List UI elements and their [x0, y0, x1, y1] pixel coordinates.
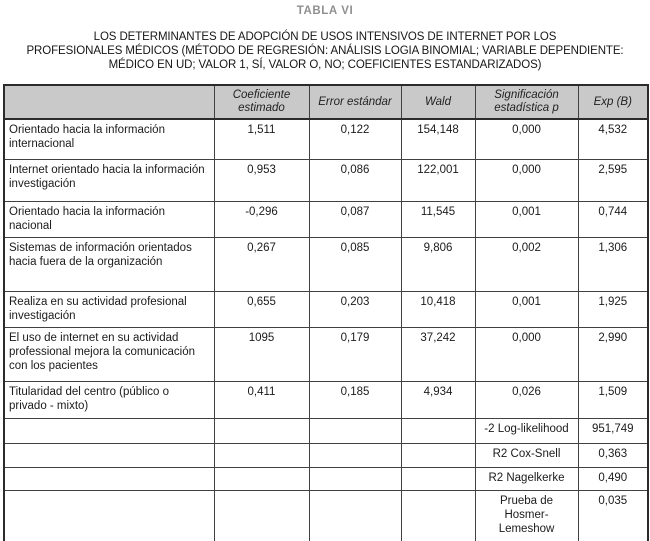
empty-cell: [4, 443, 214, 467]
row-label: Internet orientado hacia la información investigación: [4, 159, 214, 201]
cell-error: 0,087: [309, 201, 401, 237]
table-row: [4, 159, 648, 201]
header-row: [4, 85, 648, 119]
cell-coef: 0,953: [214, 159, 309, 201]
row-label: Orientado hacia la información internacional: [4, 119, 214, 159]
subtitle-line-1: LOS DETERMINANTES DE ADOPCIÓN DE USOS INTENSIVOS DE INTERNET POR LOS: [93, 31, 557, 43]
cell-wald: 10,418: [401, 291, 475, 327]
cell-error: 0,122: [309, 119, 401, 159]
regression-table: [3, 84, 649, 541]
subtitle-line-3: MÉDICO EN UD; VALOR 1, SÍ, VALOR O, NO; COEFICIENTES ESTANDARIZADOS): [108, 59, 542, 71]
table-row: [4, 291, 648, 327]
summary-row: [4, 418, 648, 443]
summary-label: R2 Nagelkerke: [475, 467, 578, 490]
cell-error: 0,085: [309, 237, 401, 291]
empty-cell: [401, 490, 475, 541]
cell-error: 0,203: [309, 291, 401, 327]
empty-cell: [4, 418, 214, 443]
cell-coef: 0,655: [214, 291, 309, 327]
cell-sig: 0,000: [475, 119, 578, 159]
cell-exp: 4,532: [578, 119, 648, 159]
empty-cell: [4, 467, 214, 490]
header-coeficiente-estimado: Coeficiente estimado: [214, 85, 309, 119]
cell-exp: 1,925: [578, 291, 648, 327]
cell-wald: 4,934: [401, 381, 475, 418]
header-error-estandar: Error estándar: [309, 85, 401, 119]
cell-sig: 0,026: [475, 381, 578, 418]
row-label: Titularidad del centro (público o privado - mixto): [4, 381, 214, 418]
cell-wald: 11,545: [401, 201, 475, 237]
empty-cell: [309, 490, 401, 541]
empty-cell: [309, 418, 401, 443]
empty-cell: [214, 467, 309, 490]
row-label: El uso de internet en su actividad professional mejora la comunicación con los pacientes: [4, 327, 214, 381]
empty-cell: [401, 443, 475, 467]
table-row: [4, 381, 648, 418]
summary-row: [4, 490, 648, 541]
cell-wald: 154,148: [401, 119, 475, 159]
summary-label: Prueba de Hosmer- Lemeshow: [475, 490, 578, 541]
table-row: [4, 201, 648, 237]
summary-value: 0,363: [578, 443, 648, 467]
empty-cell: [214, 443, 309, 467]
table-row: [4, 237, 648, 291]
table-row: [4, 119, 648, 159]
header-exp-b: Exp (B): [578, 85, 648, 119]
empty-cell: [401, 418, 475, 443]
empty-cell: [214, 490, 309, 541]
row-label: Sistemas de información orientados hacia fuera de la organización: [4, 237, 214, 291]
cell-wald: 37,242: [401, 327, 475, 381]
cell-wald: 9,806: [401, 237, 475, 291]
cell-sig: 0,000: [475, 327, 578, 381]
summary-value: 0,490: [578, 467, 648, 490]
cell-error: 0,086: [309, 159, 401, 201]
summary-label: -2 Log-likelihood: [475, 418, 578, 443]
cell-error: 0,185: [309, 381, 401, 418]
summary-value: 951,749: [578, 418, 648, 443]
cell-exp: 0,744: [578, 201, 648, 237]
empty-cell: [401, 467, 475, 490]
table-row: [4, 327, 648, 381]
summary-row: [4, 467, 648, 490]
cell-coef: 1095: [214, 327, 309, 381]
cell-exp: 1,306: [578, 237, 648, 291]
row-label: Orientado hacia la información nacional: [4, 201, 214, 237]
subtitle-line-2: PROFESIONALES MÉDICOS (MÉTODO DE REGRESIÓN: ANÁLISIS LOGIA BINOMIAL; VARIABLE DEPENDIENTE:: [26, 45, 624, 57]
cell-sig: 0,000: [475, 159, 578, 201]
cell-sig: 0,002: [475, 237, 578, 291]
empty-cell: [214, 418, 309, 443]
cell-sig: 0,001: [475, 291, 578, 327]
table-caption: TABLA VI: [296, 5, 354, 17]
cell-exp: 1,509: [578, 381, 648, 418]
table-subtitle: [0, 30, 650, 72]
empty-cell: [309, 467, 401, 490]
summary-value: 0,035: [578, 490, 648, 541]
cell-coef: 0,267: [214, 237, 309, 291]
cell-coef: -0,296: [214, 201, 309, 237]
header-significacion: Significación estadística p: [475, 85, 578, 119]
cell-exp: 2,990: [578, 327, 648, 381]
cell-exp: 2,595: [578, 159, 648, 201]
cell-sig: 0,001: [475, 201, 578, 237]
cell-coef: 1,511: [214, 119, 309, 159]
empty-cell: [4, 490, 214, 541]
row-label: Realiza en su actividad profesional investigación: [4, 291, 214, 327]
cell-error: 0,179: [309, 327, 401, 381]
header-empty: [4, 85, 214, 119]
header-wald: Wald: [401, 85, 475, 119]
cell-wald: 122,001: [401, 159, 475, 201]
empty-cell: [309, 443, 401, 467]
summary-label: R2 Cox-Snell: [475, 443, 578, 467]
cell-coef: 0,411: [214, 381, 309, 418]
summary-row: [4, 443, 648, 467]
